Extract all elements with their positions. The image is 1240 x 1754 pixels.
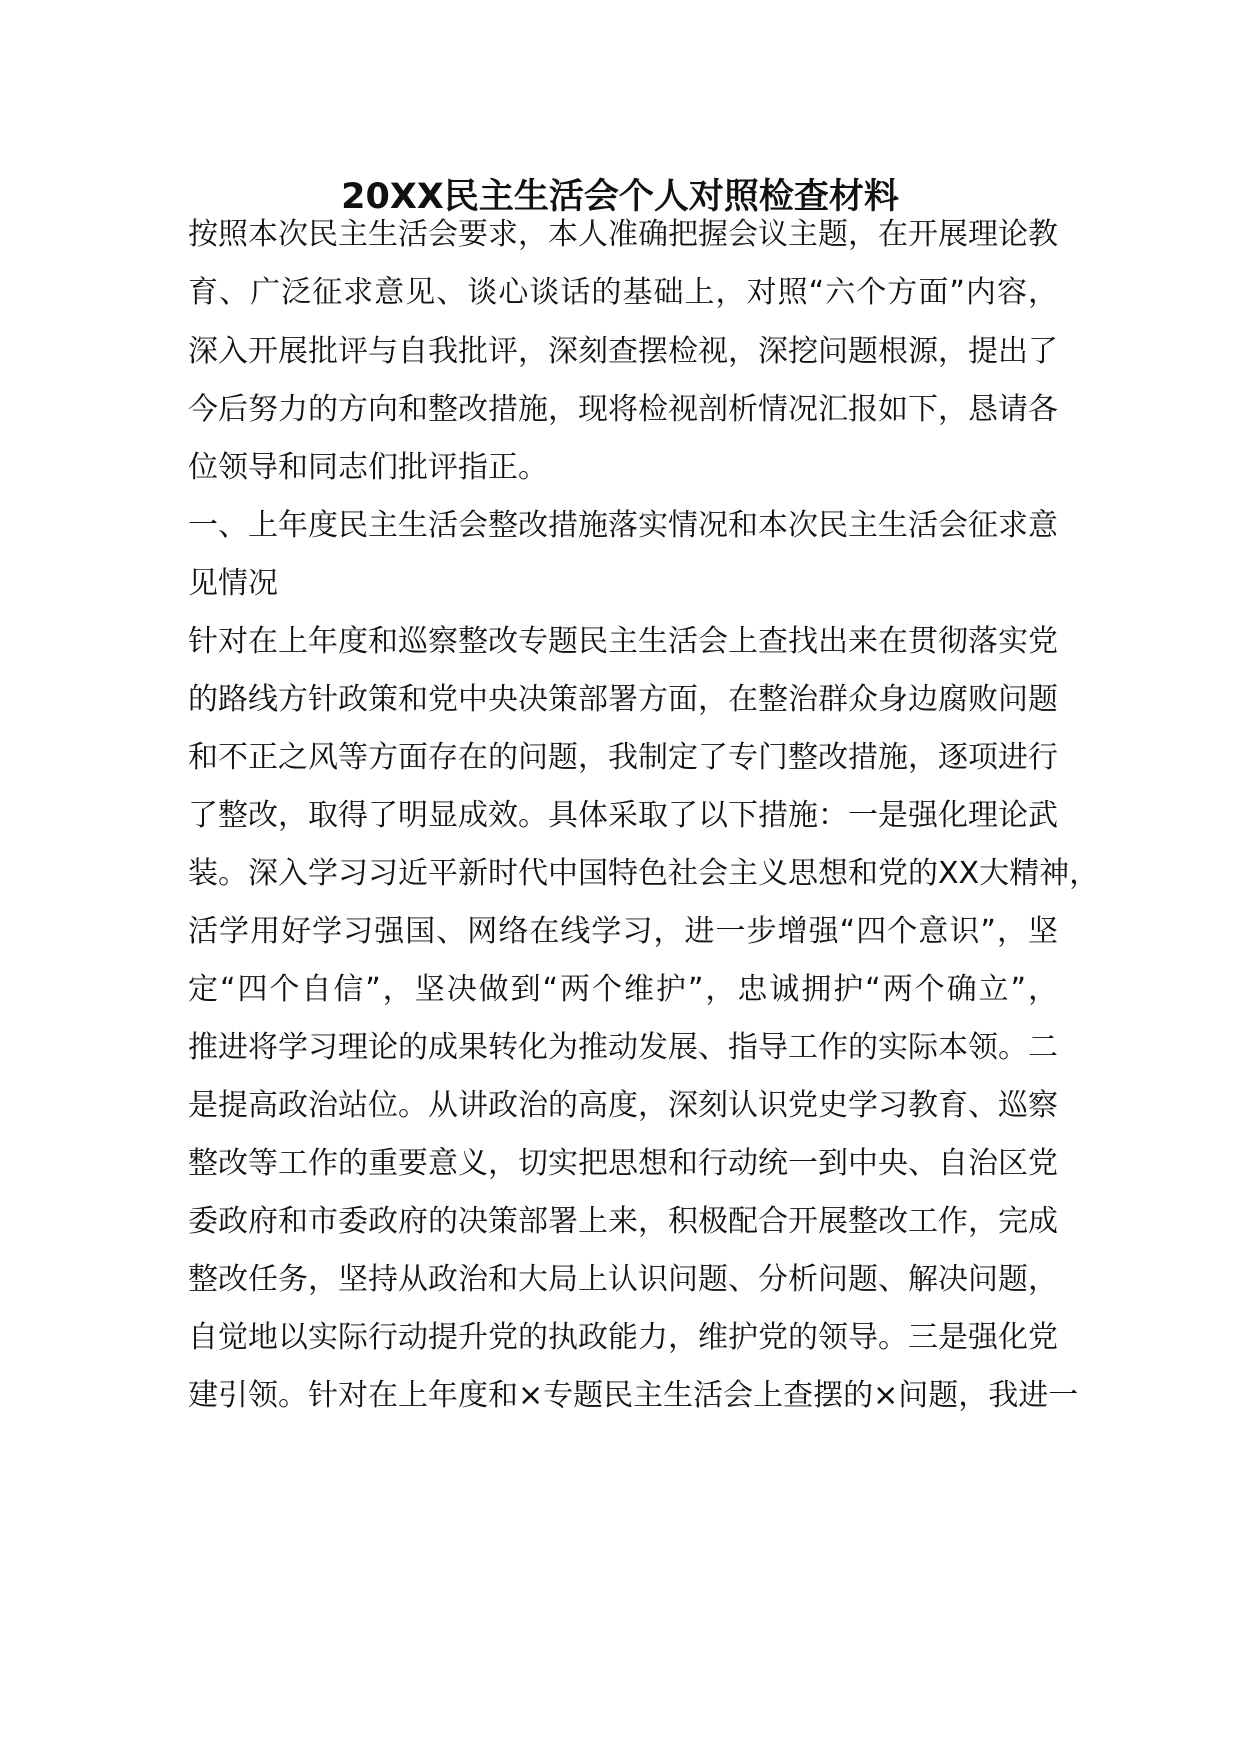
body-line: 推进将学习理论的成果转化为推动发展、指导工作的实际本领。二 (188, 1030, 1058, 1065)
body-line: 建引领。针对在上年度和×专题民主生活会上查摆的×问题，我进一 (188, 1378, 1079, 1413)
body-line: 自觉地以实际行动提升党的执政能力，维护党的领导。三是强化党 (188, 1320, 1058, 1355)
body-line: 针对在上年度和巡察整改专题民主生活会上查找出来在贯彻落实党 (188, 624, 1058, 659)
body-line: 委政府和市委政府的决策部署上来，积极配合开展整改工作，完成 (188, 1204, 1058, 1239)
body-line: 和不正之风等方面存在的问题，我制定了专门整改措施，逐项进行 (188, 740, 1058, 775)
body-line: 是提高政治站位。从讲政治的高度，深刻认识党史学习教育、巡察 (188, 1088, 1058, 1123)
body-line: 装。深入学习习近平新时代中国特色社会主义思想和党的XX大精神， (188, 856, 1100, 891)
body-line: 活学用好学习强国、网络在线学习，进一步增强“四个意识”，坚 (188, 914, 1058, 949)
section-heading-line: 一、上年度民主生活会整改措施落实情况和本次民主生活会征求意 (188, 508, 1058, 543)
body-line: 整改任务，坚持从政治和大局上认识问题、分析问题、解决问题， (188, 1262, 1058, 1297)
body-line: 定“四个自信”，坚决做到“两个维护”，忠诚拥护“两个确立”， (188, 972, 1058, 1007)
body-line: 育、广泛征求意见、谈心谈话的基础上，对照“六个方面”内容， (188, 275, 1058, 310)
body-line: 今后努力的方向和整改措施，现将检视剖析情况汇报如下，恳请各 (188, 392, 1058, 427)
body-line: 了整改，取得了明显成效。具体采取了以下措施：一是强化理论武 (188, 798, 1058, 833)
body-line: 整改等工作的重要意义，切实把思想和行动统一到中央、自治区党 (188, 1146, 1058, 1181)
body-line: 的路线方针政策和党中央决策部署方面，在整治群众身边腐败问题 (188, 682, 1058, 717)
body-line: 按照本次民主生活会要求，本人准确把握会议主题，在开展理论教 (188, 217, 1058, 252)
body-line: 位领导和同志们批评指正。 (188, 450, 548, 485)
section-heading-line: 见情况 (188, 566, 278, 601)
body-line: 深入开展批评与自我批评，深刻查摆检视，深挖问题根源，提出了 (188, 334, 1058, 369)
document-title: 20XX民主生活会个人对照检查材料 (341, 177, 899, 217)
